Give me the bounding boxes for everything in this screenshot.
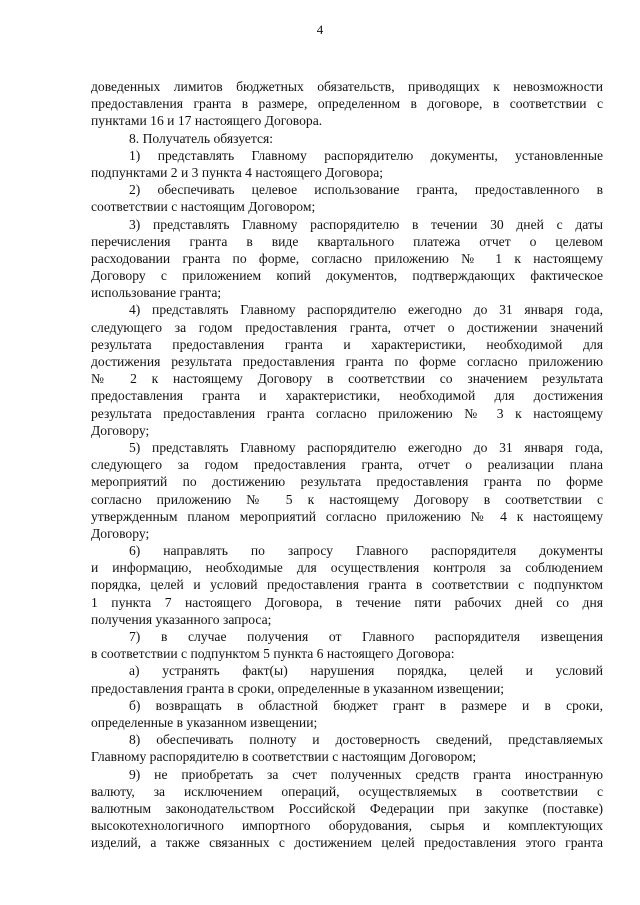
- text-line: 8. Получатель обязуется:: [129, 130, 274, 146]
- text-line: подпунктами 2 и 3 пункта 4 настоящего Договора;: [91, 164, 384, 180]
- text-line: предоставления гранта и характеристики, необходимой для достижения: [91, 388, 603, 404]
- text-line: и информацию, необходимые для осуществления контроля за соблюдением: [91, 560, 603, 576]
- text-line: 3) представлять Главному распорядителю в течении 30 дней с даты: [129, 216, 603, 232]
- text-line: перечисления гранта в виде квартального платежа отчет о целевом: [91, 233, 603, 249]
- text-line: 5) представлять Главному распорядителю ежегодно до 31 января года,: [129, 439, 603, 455]
- text-line: б) возвращать в областной бюджет грант в размере и в сроки,: [129, 697, 603, 713]
- text-line: соответствии с настоящим Договором;: [91, 199, 316, 215]
- text-line: 7) в случае получения от Главного распорядителя извещения: [129, 629, 603, 644]
- document-body: [91, 78, 603, 851]
- text-line: Главному распорядителю в соответствии с настоящим Договором;: [91, 749, 477, 765]
- text-line: использование гранта;: [91, 285, 222, 301]
- text-line: валюту, за исключением операций, осуществляемых в соответствии с: [91, 783, 603, 799]
- text-line: утвержденным планом мероприятий согласно приложению № 4 к настоящему: [91, 508, 603, 524]
- text-line: доведенных лимитов бюджетных обязательств, приводящих к невозможности: [91, 79, 603, 94]
- text-line: 1 пункта 7 настоящего Договора, в течение пяти рабочих дней со дня: [91, 594, 603, 610]
- text-line: предоставления гранта в сроки, определенные в указанном извещении;: [91, 680, 505, 696]
- text-line: следующего за годом предоставления гранта, отчет о достижении значений: [91, 319, 603, 335]
- text-line: достижения результата предоставления гранта по форме согласно приложению: [91, 354, 603, 369]
- text-line: получения указанного запроса;: [91, 611, 272, 627]
- text-line: 8) обеспечивать полноту и достоверность сведений, представляемых: [129, 732, 603, 748]
- text-line: 4) представлять Главному распорядителю ежегодно до 31 января года,: [129, 302, 603, 318]
- text-line: пунктами 16 и 17 настоящего Договора.: [91, 113, 323, 129]
- text-line: порядка, целей и условий предоставления гранта в соответствии с подпунктом: [91, 577, 603, 593]
- page-number: 4: [316, 22, 324, 37]
- text-line: Договору;: [91, 422, 150, 438]
- text-line: предоставления гранта в размере, определенном в договоре, в соответствии с: [91, 96, 603, 112]
- text-line: 9) не приобретать за счет полученных средств гранта иностранную: [129, 766, 603, 782]
- text-line: согласно приложению № 5 к настоящему Договору в соответствии с: [91, 491, 603, 507]
- text-line: следующего за годом предоставления гранта, отчет о реализации плана: [91, 457, 603, 473]
- text-line: № 2 к настоящему Договору в соответствии со значением результата: [91, 371, 603, 387]
- text-line: 6) направлять по запросу Главного распорядителя документы: [129, 543, 603, 559]
- text-line: Договору с приложением копий документов, подтверждающих фактическое: [91, 268, 603, 284]
- text-line: изделий, а также связанных с достижением целей предоставления этого гранта: [91, 835, 603, 851]
- text-line: высокотехнологичного импортного оборудования, сырья и комплектующих: [91, 818, 603, 834]
- text-line: валютным законодательством Российской Федерации при закупке (поставке): [91, 800, 603, 816]
- text-line: расходовании гранта по форме, согласно приложению № 1 к настоящему: [91, 250, 603, 266]
- text-line: результата предоставления гранта и характеристики, необходимой для: [91, 336, 603, 352]
- text-line: а) устранять факт(ы) нарушения порядка, целей и условий: [129, 663, 603, 679]
- text-line: мероприятий по достижению результата предоставления гранта по форме: [91, 474, 603, 490]
- text-line: определенные в указанном извещении;: [91, 714, 318, 730]
- text-line: в соответствии с подпунктом 5 пункта 6 настоящего Договора:: [91, 646, 455, 662]
- text-line: 2) обеспечивать целевое использование гранта, предоставленного в: [129, 182, 603, 198]
- text-line: результата предоставления гранта согласно приложению № 3 к настоящему: [91, 405, 603, 421]
- text-line: Договору;: [91, 525, 150, 541]
- text-line: 1) представлять Главному распорядителю документы, установленные: [129, 147, 603, 163]
